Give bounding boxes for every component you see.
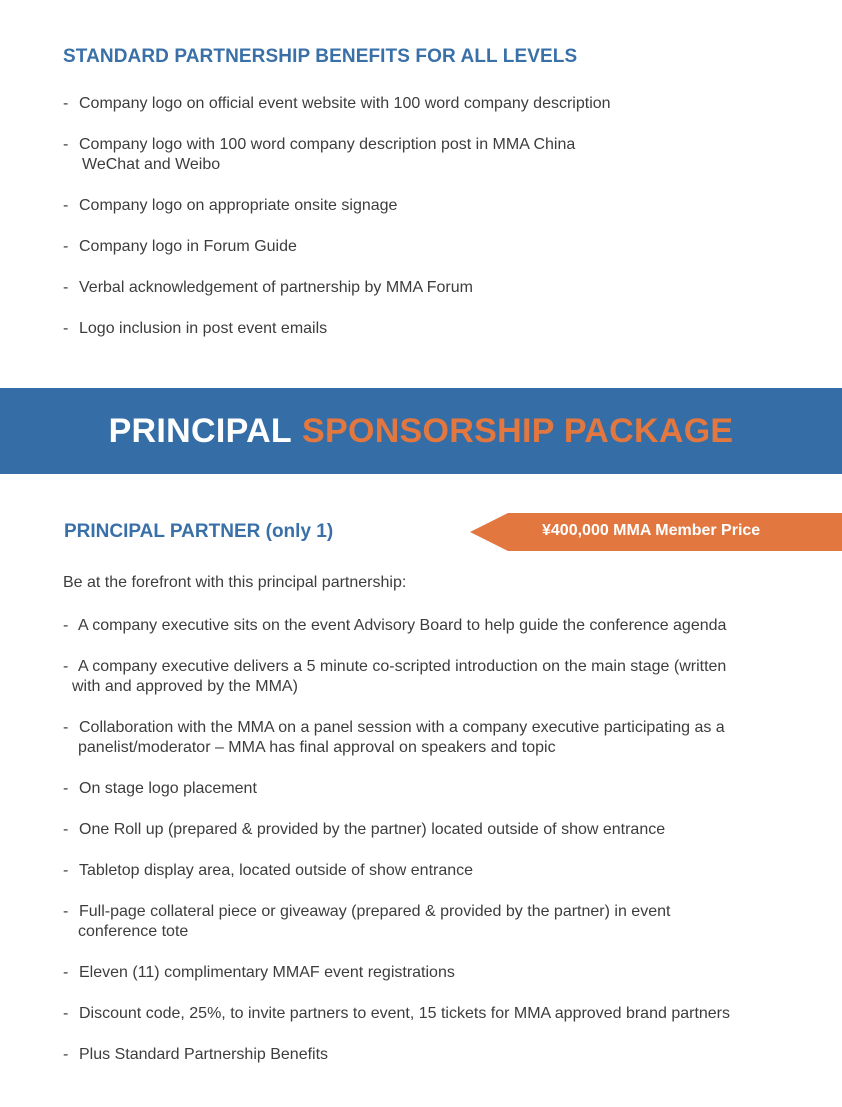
package-banner: [0, 388, 842, 474]
list-item: - Discount code, 25%, to invite partners to event, 15 tickets for MMA approved brand partners: [63, 1005, 731, 1022]
list-item: - On stage logo placement: [63, 780, 257, 797]
list-item: - A company executive sits on the event Advisory Board to help guide the conference agenda: [63, 617, 727, 634]
list-item: - Full-page collateral piece or giveaway (prepared & provided by the partner) in event conference tote: [63, 903, 671, 940]
banner-title-white: PRINCIPAL: [108, 411, 292, 450]
list-item: - Verbal acknowledgement of partnership by MMA Forum: [63, 279, 473, 296]
list-item: - Collaboration with the MMA on a panel session with a company executive participating as a panelist/moderator – MMA has final approval on speakers and topic: [63, 719, 725, 756]
price-tag: [470, 513, 842, 551]
list-item: - Company logo with 100 word company description post in MMA China WeChat and Weibo: [63, 136, 576, 173]
list-item: - Logo inclusion in post event emails: [63, 320, 328, 337]
standard-benefits-title: STANDARD PARTNERSHIP BENEFITS FOR ALL LEVELS: [63, 46, 578, 67]
list-item: - Eleven (11) complimentary MMAF event registrations: [63, 964, 455, 981]
list-item: - One Roll up (prepared & provided by the partner) located outside of show entrance: [63, 821, 666, 838]
list-item: - Company logo on appropriate onsite signage: [63, 197, 398, 214]
list-item: - Company logo on official event website with 100 word company description: [63, 95, 611, 112]
list-item: - Tabletop display area, located outside of show entrance: [63, 862, 474, 879]
principal-partner-title: PRINCIPAL PARTNER (only 1): [64, 521, 334, 542]
banner-title-orange: SPONSORSHIP PACKAGE: [302, 411, 734, 450]
price-label: ¥400,000 MMA Member Price: [542, 522, 761, 539]
principal-intro: Be at the forefront with this principal partnership:: [63, 574, 407, 591]
list-item: - Company logo in Forum Guide: [63, 238, 297, 255]
list-item: - Plus Standard Partnership Benefits: [63, 1046, 329, 1063]
list-item: - A company executive delivers a 5 minute co-scripted introduction on the main stage (written with and approved by the MMA): [63, 658, 727, 695]
